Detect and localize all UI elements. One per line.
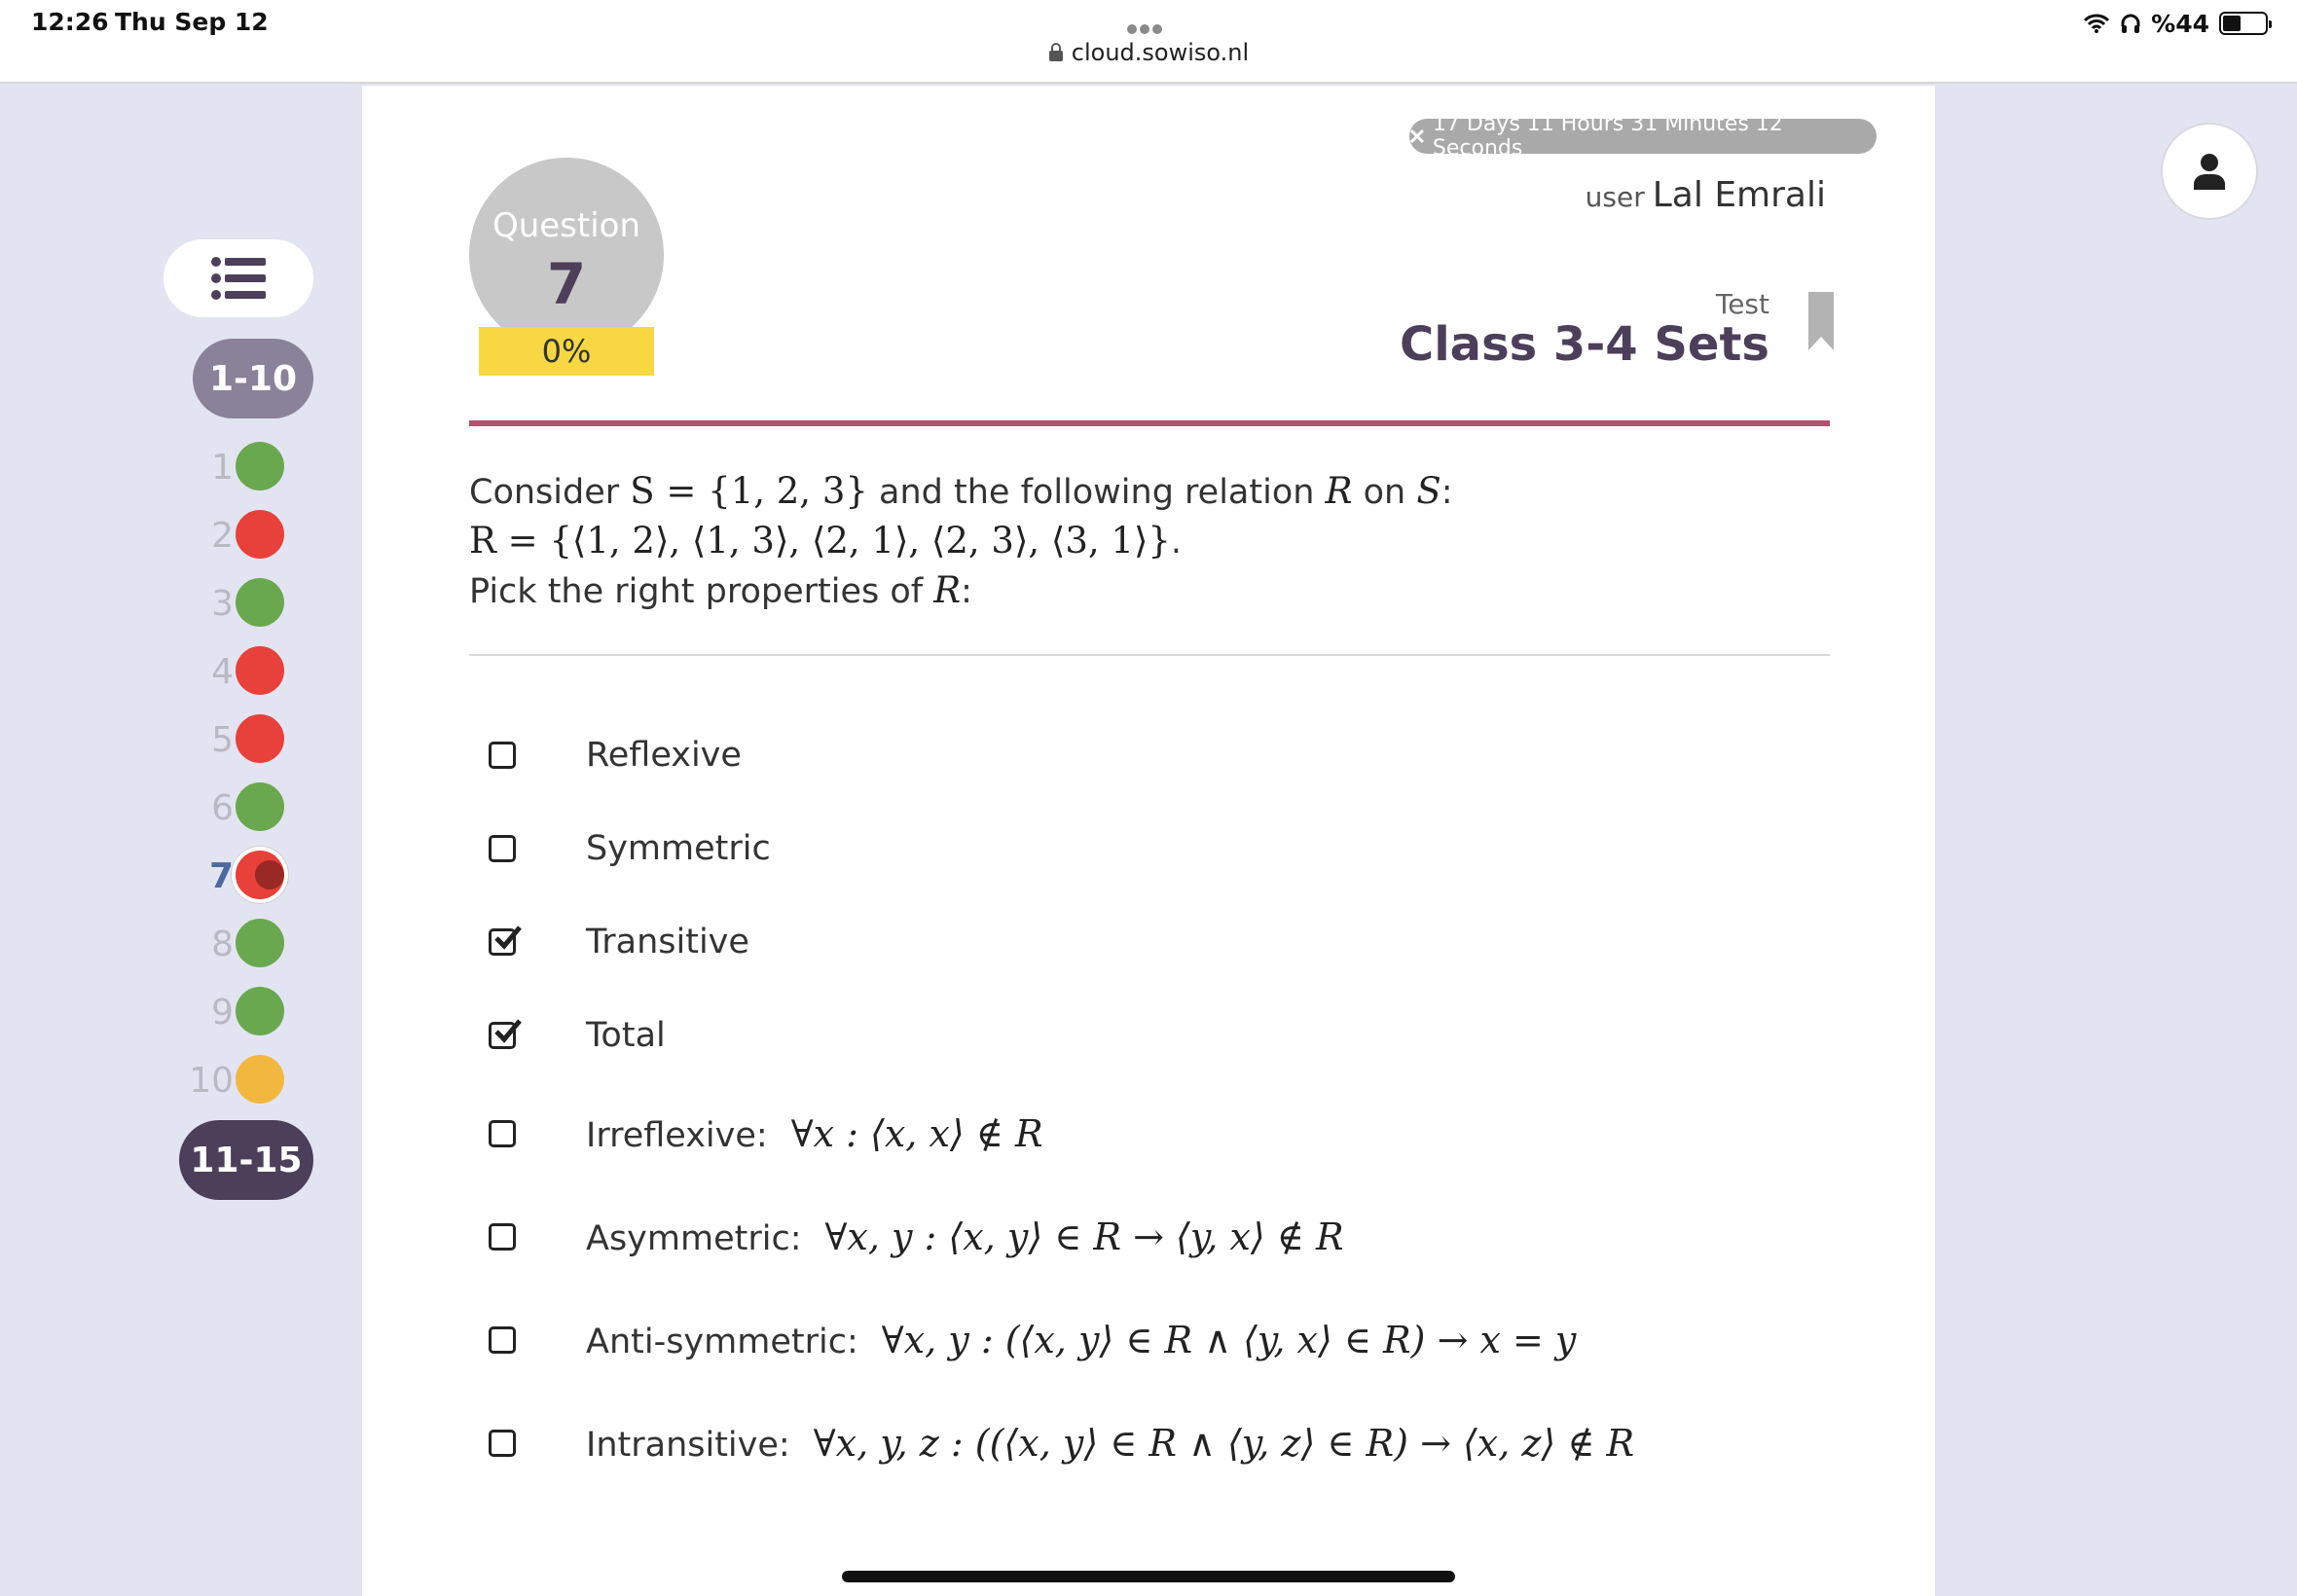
- question-nav-item[interactable]: [175, 434, 311, 502]
- question-nav-number: 9: [211, 993, 234, 1033]
- close-icon: [1409, 128, 1425, 144]
- timer-badge: [1409, 112, 1877, 161]
- question-prompt: [469, 467, 1830, 616]
- prompt-math: R: [1325, 470, 1353, 512]
- question-list-button[interactable]: [164, 239, 313, 317]
- checkbox[interactable]: [489, 1223, 516, 1251]
- answer-option-content: [586, 736, 742, 775]
- status-bar: [0, 0, 2297, 84]
- question-status-dot[interactable]: [236, 442, 284, 490]
- question-nav-item[interactable]: [175, 911, 311, 979]
- checkbox[interactable]: [489, 835, 516, 862]
- prompt-text: and the following relation: [879, 473, 1315, 512]
- status-time: 12:26: [31, 8, 109, 36]
- answer-option-formula: ∀x : ⟨x, x⟩ ∉ R: [790, 1112, 1043, 1155]
- answer-option-content: [586, 1016, 666, 1055]
- prompt-math: S: [1416, 470, 1441, 512]
- main-panel: [362, 86, 1935, 1596]
- question-nav-number: 1: [211, 448, 234, 488]
- prompt-text: Pick the right properties of: [469, 572, 924, 611]
- answer-option-label: Irreflexive:: [586, 1116, 768, 1155]
- answer-option[interactable]: [469, 802, 1830, 895]
- question-nav-number: 3: [211, 584, 234, 624]
- prompt-line-1: [469, 467, 1830, 517]
- answer-option[interactable]: [469, 989, 1830, 1082]
- user-icon: [2193, 153, 2226, 190]
- test-title: Class 3-4 Sets: [1400, 317, 1769, 372]
- question-status-dot[interactable]: [236, 646, 284, 695]
- profile-button[interactable]: [2161, 123, 2258, 220]
- answer-option-content: [586, 829, 771, 868]
- prompt-text: on: [1363, 473, 1406, 512]
- question-status-dot[interactable]: [236, 714, 284, 763]
- answer-option-label: Intransitive:: [586, 1426, 790, 1465]
- question-nav-item[interactable]: [175, 979, 311, 1047]
- test-label: Test: [1715, 288, 1769, 320]
- timer-text: 17 Days 11 Hours 31 Minutes 12 Seconds: [1432, 112, 1783, 161]
- lock-icon: [1048, 43, 1064, 62]
- question-status-dot[interactable]: [236, 851, 284, 899]
- question-nav-number: 7: [208, 856, 234, 896]
- answer-option-formula: ∀x, y, z : ((⟨x, y⟩ ∈ R ∧ ⟨y, z⟩ ∈ R) → ⟨x, z⟩ ∉ R: [813, 1422, 1635, 1465]
- answer-option[interactable]: [469, 708, 1830, 802]
- question-nav-number: 4: [211, 652, 234, 692]
- question-status-dot[interactable]: [236, 510, 284, 559]
- battery-icon: [2219, 12, 2268, 35]
- answer-option-content: [586, 1319, 1576, 1361]
- prompt-math: S = {1, 2, 3}: [630, 470, 868, 512]
- answer-option-label: Total: [586, 1016, 666, 1055]
- answer-option[interactable]: [469, 1185, 1830, 1288]
- user-name: Lal Emrali: [1652, 175, 1826, 215]
- answer-option-label: Symmetric: [586, 829, 771, 868]
- answer-option[interactable]: [469, 1082, 1830, 1185]
- question-status-dot[interactable]: [236, 987, 284, 1035]
- question-nav-number: 5: [211, 720, 234, 760]
- url-text: cloud.sowiso.nl: [1071, 39, 1250, 66]
- answer-option-content: [586, 923, 749, 961]
- status-indicators: [2083, 8, 2268, 39]
- status-date: Thu Sep 12: [115, 8, 269, 36]
- prompt-line-3: [469, 566, 1830, 616]
- check-icon: [493, 1017, 523, 1046]
- checkbox[interactable]: [489, 742, 516, 769]
- checkbox[interactable]: [489, 1430, 516, 1457]
- checkbox-checked[interactable]: [489, 1022, 516, 1049]
- prompt-text: Consider: [469, 473, 620, 512]
- checkbox[interactable]: [489, 1326, 516, 1354]
- prompt-line-2: [469, 517, 1830, 566]
- home-indicator[interactable]: [842, 1571, 1455, 1582]
- answer-option[interactable]: [469, 1392, 1830, 1495]
- current-marker: [255, 860, 284, 889]
- question-status-dot[interactable]: [236, 1055, 284, 1104]
- wifi-icon: [2083, 13, 2110, 34]
- range-11-15-button[interactable]: 11-15: [179, 1120, 313, 1200]
- answer-option[interactable]: [469, 1288, 1830, 1392]
- question-nav-item[interactable]: [175, 843, 311, 911]
- prompt-math: R: [933, 569, 962, 611]
- prompt-text: :: [961, 572, 972, 611]
- list-icon: [211, 257, 266, 300]
- question-nav-item[interactable]: [175, 775, 311, 843]
- answer-option-label: Asymmetric:: [586, 1219, 802, 1258]
- answer-option-label: Transitive: [586, 923, 749, 961]
- question-nav-item[interactable]: [175, 707, 311, 775]
- answer-option-label: Reflexive: [586, 736, 742, 775]
- headphones-icon: [2120, 13, 2141, 34]
- check-icon: [493, 924, 523, 953]
- question-nav-item[interactable]: [175, 638, 311, 707]
- question-nav-number: 2: [211, 516, 234, 556]
- range-1-10-button[interactable]: 1-10: [193, 339, 313, 418]
- answer-option-content: [586, 1422, 1634, 1465]
- address-bar[interactable]: [0, 39, 2297, 66]
- prompt-text: :: [1440, 473, 1453, 512]
- question-nav-number: 8: [211, 925, 234, 964]
- user-info: [1586, 175, 1826, 215]
- question-nav-item[interactable]: [175, 1047, 311, 1115]
- user-label: user: [1585, 181, 1645, 213]
- prompt-text: .: [1170, 523, 1183, 562]
- answer-option-content: [586, 1112, 1043, 1155]
- prompt-math: R = {⟨1, 2⟩, ⟨1, 3⟩, ⟨2, 1⟩, ⟨2, 3⟩, ⟨3, 1⟩}: [469, 520, 1171, 562]
- bookmark-icon[interactable]: [1808, 292, 1834, 352]
- question-status-dot[interactable]: [236, 578, 284, 627]
- answer-options: [469, 708, 1830, 1495]
- answer-option-formula: ∀x, y : (⟨x, y⟩ ∈ R ∧ ⟨y, x⟩ ∈ R) → x = y: [881, 1319, 1577, 1361]
- answer-option-label: Anti-symmetric:: [586, 1323, 858, 1361]
- checkbox-checked[interactable]: [489, 928, 516, 956]
- score-badge: 0%: [479, 327, 654, 376]
- question-number: 7: [546, 251, 587, 317]
- checkbox[interactable]: [489, 1120, 516, 1147]
- prompt-divider: [469, 654, 1830, 656]
- question-nav-number: 6: [211, 788, 234, 828]
- answer-option-content: [586, 1215, 1344, 1258]
- question-status-dot[interactable]: [236, 919, 284, 967]
- answer-option-formula: ∀x, y : ⟨x, y⟩ ∈ R → ⟨y, x⟩ ∉ R: [824, 1215, 1344, 1258]
- question-label: Question: [492, 206, 641, 245]
- question-status-dot[interactable]: [236, 782, 284, 831]
- question-nav-list: [175, 434, 311, 1115]
- battery-percent: %44: [2151, 9, 2209, 38]
- answer-option[interactable]: [469, 895, 1830, 989]
- question-nav-number: 10: [189, 1061, 234, 1101]
- header-divider: [469, 420, 1830, 426]
- question-nav-item[interactable]: [175, 502, 311, 570]
- more-dots-icon[interactable]: [1127, 19, 1170, 29]
- question-badge: [469, 158, 664, 352]
- question-nav-item[interactable]: [175, 570, 311, 638]
